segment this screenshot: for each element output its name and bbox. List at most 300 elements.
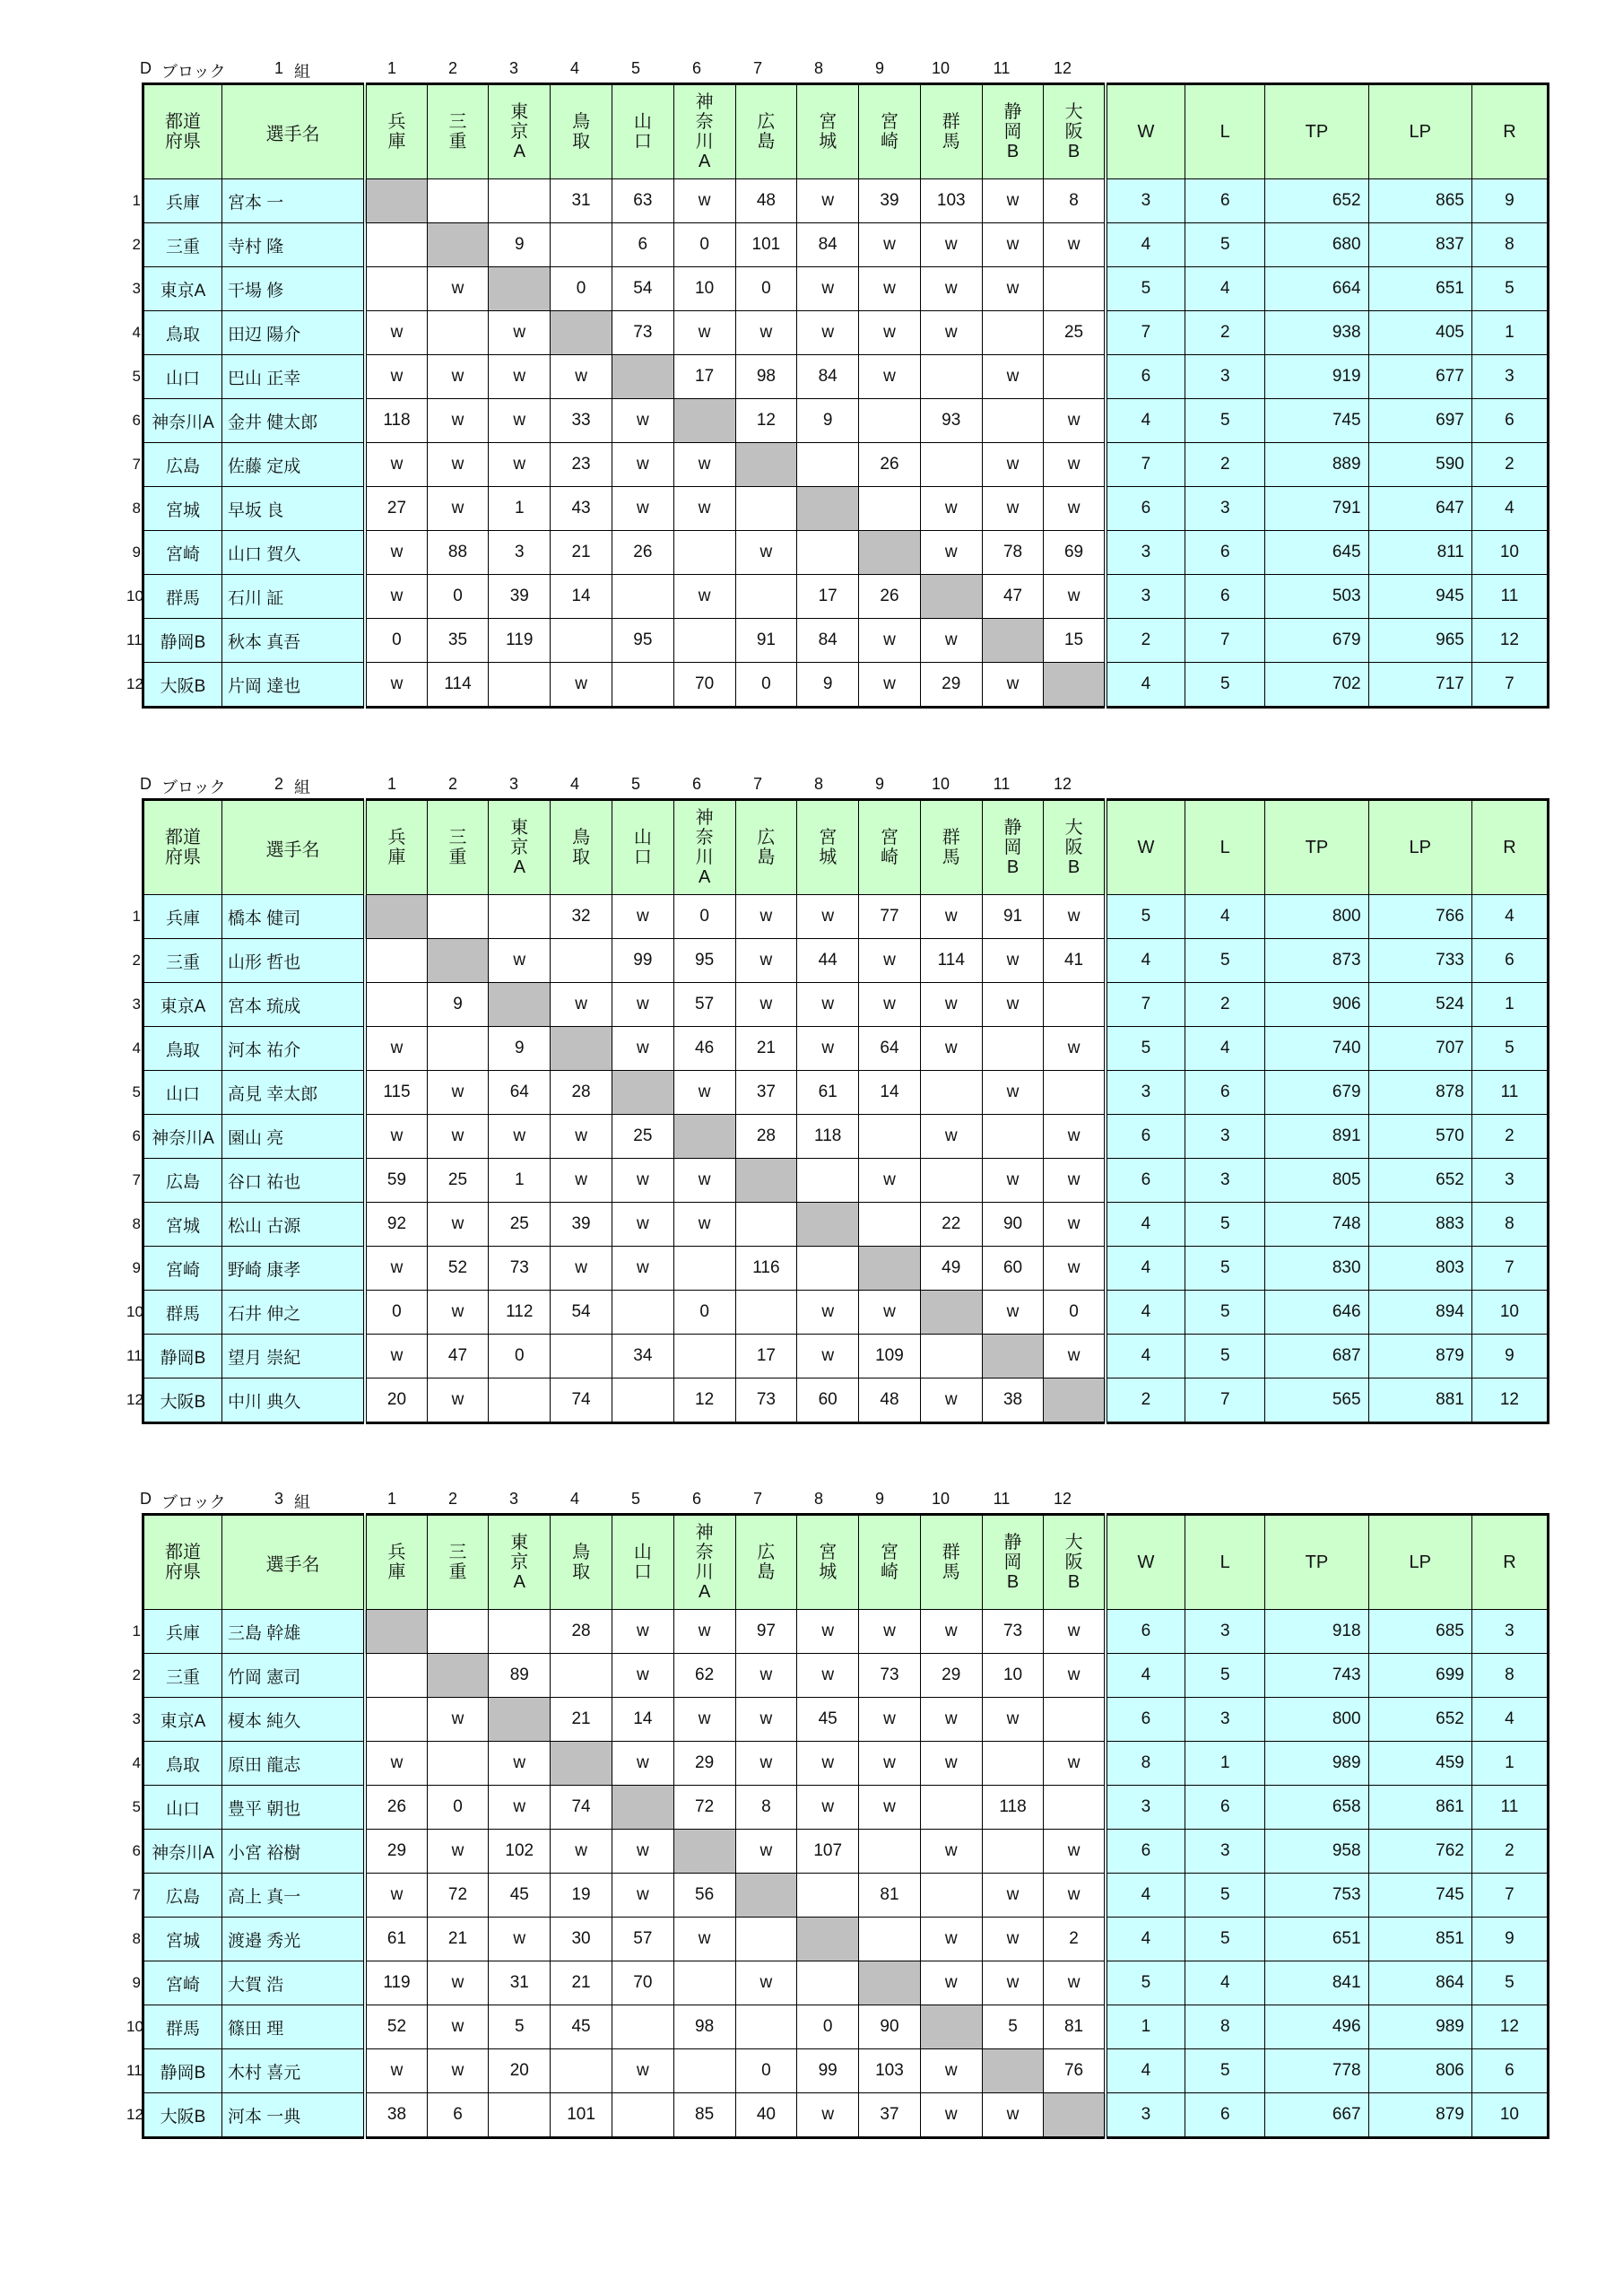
player-row — [143, 1291, 1549, 1335]
result-l: 5 — [1185, 939, 1265, 983]
result-lp: 685 — [1368, 1610, 1471, 1654]
header-tp: TP — [1265, 84, 1368, 179]
header-team-text: 宮崎 — [880, 827, 898, 867]
match-cell: 14 — [859, 1071, 921, 1115]
result-r: 5 — [1471, 267, 1548, 311]
header-team-text: 大阪B — [1064, 101, 1083, 161]
block-label: ブロック — [161, 63, 226, 81]
match-cell: w — [920, 487, 982, 531]
group-label: 組 — [294, 1493, 310, 1511]
result-l: 6 — [1185, 1071, 1265, 1115]
player-name: 河本 一典 — [222, 2093, 366, 2138]
result-lp: 651 — [1368, 267, 1471, 311]
match-cell: w — [551, 1830, 612, 1874]
match-cell: w — [365, 2049, 427, 2093]
result-tp: 800 — [1265, 895, 1368, 939]
diagonal-cell — [920, 2005, 982, 2049]
result-w: 3 — [1106, 531, 1185, 575]
match-cell — [859, 1203, 921, 1247]
match-cell: 0 — [365, 1291, 427, 1335]
match-cell — [797, 531, 859, 575]
match-cell: w — [427, 355, 489, 399]
match-cell: 26 — [365, 1786, 427, 1830]
result-tp: 873 — [1265, 939, 1368, 983]
result-w: 3 — [1106, 1071, 1185, 1115]
match-cell: w — [982, 1698, 1044, 1742]
diagonal-cell — [551, 311, 612, 355]
result-tp: 565 — [1265, 1378, 1368, 1423]
block-letter: D — [140, 59, 152, 77]
result-tp: 889 — [1265, 443, 1368, 487]
player-row — [143, 1159, 1549, 1203]
result-tp: 841 — [1265, 1961, 1368, 2005]
match-cell: w — [920, 267, 982, 311]
column-number: 1 — [386, 59, 396, 77]
header-team — [859, 84, 921, 179]
result-lp: 879 — [1368, 2093, 1471, 2138]
match-cell — [859, 399, 921, 443]
result-l: 4 — [1185, 895, 1265, 939]
pref-text: 宮城 — [165, 500, 200, 520]
match-cell — [365, 983, 427, 1027]
match-cell: w — [735, 895, 797, 939]
block-caption — [142, 56, 1554, 83]
result-l: 3 — [1185, 487, 1265, 531]
match-cell — [551, 2049, 612, 2093]
match-cell: 9 — [489, 223, 551, 267]
header-team-text: 群馬 — [942, 827, 960, 867]
player-name: 秋本 真吾 — [222, 619, 366, 663]
result-w: 6 — [1106, 487, 1185, 531]
group-label: 組 — [294, 778, 310, 796]
row-number: 1 — [132, 908, 141, 925]
player-row — [143, 1378, 1549, 1423]
row-number: 8 — [132, 500, 141, 517]
match-cell: w — [1044, 1610, 1106, 1654]
result-r: 9 — [1471, 1918, 1548, 1961]
match-cell: 98 — [735, 355, 797, 399]
result-r: 1 — [1471, 983, 1548, 1027]
row-number: 6 — [132, 1127, 141, 1144]
diagonal-cell — [489, 1698, 551, 1742]
result-block — [126, 56, 1554, 709]
row-number: 8 — [132, 1215, 141, 1232]
diagonal-cell — [797, 1203, 859, 1247]
result-tp: 680 — [1265, 223, 1368, 267]
match-cell: 17 — [735, 1335, 797, 1378]
pref-text: 東京A — [160, 281, 206, 300]
match-cell: 103 — [859, 2049, 921, 2093]
result-r: 7 — [1471, 663, 1548, 708]
pref-cell — [132, 311, 222, 355]
result-w: 7 — [1106, 443, 1185, 487]
match-cell: w — [859, 355, 921, 399]
match-cell: 29 — [365, 1830, 427, 1874]
header-row — [143, 1515, 1549, 1610]
column-number: 3 — [508, 1490, 518, 1508]
header-team — [489, 84, 551, 179]
header-row — [143, 800, 1549, 895]
match-cell: 40 — [735, 2093, 797, 2138]
match-cell: w — [859, 311, 921, 355]
header-name: 選手名 — [222, 84, 366, 179]
result-tp: 989 — [1265, 1742, 1368, 1786]
row-number: 11 — [126, 1347, 143, 1364]
match-cell — [673, 1247, 735, 1291]
player-name: 片岡 達也 — [222, 663, 366, 708]
match-cell: w — [797, 179, 859, 223]
match-cell — [1044, 1698, 1106, 1742]
column-number: 5 — [630, 59, 640, 77]
row-number: 7 — [132, 1886, 141, 1903]
match-cell: 17 — [673, 355, 735, 399]
match-cell: 0 — [673, 1291, 735, 1335]
diagonal-cell — [427, 1654, 489, 1698]
match-cell: 22 — [920, 1203, 982, 1247]
block-caption — [142, 1486, 1554, 1513]
diagonal-cell — [859, 1961, 921, 2005]
match-cell: w — [797, 1654, 859, 1698]
result-lp: 697 — [1368, 399, 1471, 443]
match-cell: 101 — [735, 223, 797, 267]
column-number: 2 — [447, 59, 457, 77]
match-cell: 17 — [797, 575, 859, 619]
match-cell: w — [982, 983, 1044, 1027]
match-cell: w — [365, 575, 427, 619]
header-team — [797, 800, 859, 895]
match-cell — [797, 1874, 859, 1918]
match-cell — [920, 355, 982, 399]
player-row — [143, 1027, 1549, 1071]
result-tp: 687 — [1265, 1335, 1368, 1378]
match-cell: 72 — [427, 1874, 489, 1918]
column-number: 6 — [691, 1490, 701, 1508]
match-cell: 21 — [427, 1918, 489, 1961]
header-team — [797, 84, 859, 179]
match-cell: 119 — [365, 1961, 427, 2005]
match-cell: w — [673, 1159, 735, 1203]
match-cell — [489, 663, 551, 708]
header-w: W — [1106, 84, 1185, 179]
header-team-text: 三重 — [448, 111, 467, 152]
player-row — [143, 355, 1549, 399]
match-cell: w — [859, 1742, 921, 1786]
result-tp: 918 — [1265, 1610, 1368, 1654]
match-cell: 0 — [797, 2005, 859, 2049]
header-team — [427, 800, 489, 895]
result-r: 12 — [1471, 619, 1548, 663]
pref-cell — [126, 619, 222, 663]
pref-text: 山口 — [165, 369, 200, 388]
match-cell: 73 — [612, 311, 673, 355]
header-team — [735, 84, 797, 179]
column-number: 11 — [993, 1490, 1011, 1508]
match-cell: w — [489, 355, 551, 399]
result-l: 5 — [1185, 223, 1265, 267]
header-r: R — [1471, 84, 1548, 179]
pref-cell — [132, 1071, 222, 1115]
result-w: 5 — [1106, 1961, 1185, 2005]
header-team — [489, 1515, 551, 1610]
header-team-text: 東京A — [510, 1532, 529, 1592]
player-name: 寺村 隆 — [222, 223, 366, 267]
row-number: 12 — [126, 2106, 143, 2123]
match-cell: 46 — [673, 1027, 735, 1071]
player-row — [143, 1918, 1549, 1961]
result-l: 8 — [1185, 2005, 1265, 2049]
match-cell: 48 — [735, 179, 797, 223]
pref-text: 兵庫 — [165, 193, 200, 213]
header-team — [920, 1515, 982, 1610]
match-cell: 25 — [1044, 311, 1106, 355]
result-tp: 830 — [1265, 1247, 1368, 1291]
match-cell: 19 — [551, 1874, 612, 1918]
match-cell: w — [427, 1698, 489, 1742]
match-cell — [551, 939, 612, 983]
diagonal-cell — [920, 1291, 982, 1335]
header-row — [143, 84, 1549, 179]
result-lp: 803 — [1368, 1247, 1471, 1291]
pref-cell — [132, 399, 222, 443]
match-cell: 8 — [735, 1786, 797, 1830]
match-cell: 9 — [489, 1027, 551, 1071]
column-number: 5 — [630, 1490, 640, 1508]
match-cell: 99 — [612, 939, 673, 983]
player-name: 三島 幹雄 — [222, 1610, 366, 1654]
column-number: 10 — [931, 775, 950, 793]
result-r: 12 — [1471, 2005, 1548, 2049]
match-cell: w — [673, 1918, 735, 1961]
result-tp: 753 — [1265, 1874, 1368, 1918]
match-cell — [797, 443, 859, 487]
match-cell: 44 — [797, 939, 859, 983]
pref-text: 大阪B — [160, 1392, 206, 1412]
header-lp: LP — [1368, 84, 1471, 179]
match-cell — [427, 179, 489, 223]
player-name: 宮本 琉成 — [222, 983, 366, 1027]
result-lp: 745 — [1368, 1874, 1471, 1918]
result-tp: 906 — [1265, 983, 1368, 1027]
match-cell: w — [612, 1830, 673, 1874]
row-number: 5 — [132, 1798, 141, 1815]
result-r: 3 — [1471, 1610, 1548, 1654]
match-cell: w — [427, 1115, 489, 1159]
row-number: 11 — [126, 2062, 143, 2079]
match-cell: w — [551, 355, 612, 399]
result-tp: 791 — [1265, 487, 1368, 531]
match-cell: 103 — [920, 179, 982, 223]
match-cell: 33 — [551, 399, 612, 443]
result-lp: 811 — [1368, 531, 1471, 575]
pref-cell — [126, 663, 222, 708]
player-name: 渡邉 秀光 — [222, 1918, 366, 1961]
match-cell: w — [920, 1027, 982, 1071]
result-tp: 646 — [1265, 1291, 1368, 1335]
diagonal-cell — [673, 399, 735, 443]
match-cell: w — [489, 399, 551, 443]
result-tp: 652 — [1265, 179, 1368, 223]
header-team — [673, 1515, 735, 1610]
pref-cell — [132, 531, 222, 575]
result-lp: 524 — [1368, 983, 1471, 1027]
match-cell: 5 — [982, 2005, 1044, 2049]
block-label: ブロック — [161, 1493, 226, 1511]
player-row — [143, 443, 1549, 487]
pref-cell — [132, 1654, 222, 1698]
header-team-text: 山口 — [633, 1542, 652, 1582]
match-cell: 91 — [982, 895, 1044, 939]
result-l: 5 — [1185, 1291, 1265, 1335]
match-cell — [673, 1961, 735, 2005]
player-row — [143, 1203, 1549, 1247]
match-cell: 34 — [612, 1335, 673, 1378]
match-cell: w — [735, 1830, 797, 1874]
result-lp: 881 — [1368, 1378, 1471, 1423]
match-cell: w — [612, 1159, 673, 1203]
pref-cell — [126, 2005, 222, 2049]
match-cell: w — [859, 663, 921, 708]
match-cell: w — [1044, 1961, 1106, 2005]
header-team-text: 鳥取 — [572, 827, 591, 867]
match-cell: w — [427, 1291, 489, 1335]
player-name: 巴山 正幸 — [222, 355, 366, 399]
match-cell: 21 — [551, 531, 612, 575]
match-cell — [920, 1335, 982, 1378]
match-cell: 47 — [427, 1335, 489, 1378]
player-row — [143, 575, 1549, 619]
result-r: 3 — [1471, 1159, 1548, 1203]
header-team — [797, 1515, 859, 1610]
match-cell: 26 — [612, 531, 673, 575]
match-cell: 97 — [735, 1610, 797, 1654]
result-w: 5 — [1106, 267, 1185, 311]
match-cell: 12 — [735, 399, 797, 443]
match-cell — [365, 939, 427, 983]
match-cell — [735, 2005, 797, 2049]
pref-text: 三重 — [165, 237, 200, 257]
match-cell: w — [673, 1698, 735, 1742]
header-pref-text: 都道府県 — [165, 1542, 201, 1582]
header-team-text: 宮城 — [819, 1542, 838, 1582]
match-cell: 26 — [859, 443, 921, 487]
header-pref — [143, 1515, 222, 1610]
match-cell: 29 — [673, 1742, 735, 1786]
match-cell: w — [427, 443, 489, 487]
diagonal-cell — [1044, 663, 1106, 708]
match-cell: w — [365, 1335, 427, 1378]
diagonal-cell — [489, 267, 551, 311]
header-team-text: 鳥取 — [572, 1542, 591, 1582]
match-cell: 56 — [673, 1874, 735, 1918]
diagonal-cell — [673, 1830, 735, 1874]
match-cell: w — [797, 895, 859, 939]
match-cell: w — [489, 1786, 551, 1830]
match-cell: 64 — [489, 1071, 551, 1115]
result-lp: 570 — [1368, 1115, 1471, 1159]
match-cell: w — [735, 1961, 797, 2005]
match-cell — [920, 1874, 982, 1918]
result-w: 4 — [1106, 223, 1185, 267]
result-block — [126, 771, 1554, 1424]
result-l: 5 — [1185, 1874, 1265, 1918]
header-team — [489, 800, 551, 895]
match-cell — [982, 311, 1044, 355]
match-cell: 14 — [551, 575, 612, 619]
match-cell: w — [551, 1247, 612, 1291]
match-cell: w — [797, 1291, 859, 1335]
group-number: 1 — [274, 59, 284, 77]
match-cell: 21 — [551, 1698, 612, 1742]
result-lp: 652 — [1368, 1159, 1471, 1203]
result-r: 2 — [1471, 1830, 1548, 1874]
match-cell: 1 — [489, 1159, 551, 1203]
player-row — [143, 399, 1549, 443]
pref-text: 広島 — [165, 457, 200, 476]
result-l: 5 — [1185, 1335, 1265, 1378]
match-cell — [982, 1027, 1044, 1071]
match-cell: w — [612, 2049, 673, 2093]
pref-text: 鳥取 — [165, 1755, 200, 1775]
match-cell: w — [859, 1610, 921, 1654]
match-cell: w — [982, 2093, 1044, 2138]
match-cell: w — [920, 1698, 982, 1742]
match-cell: 112 — [489, 1291, 551, 1335]
group-label: 組 — [294, 63, 310, 81]
match-cell: 12 — [673, 1378, 735, 1423]
column-number: 6 — [691, 59, 701, 77]
header-name: 選手名 — [222, 800, 366, 895]
match-cell: w — [612, 1742, 673, 1786]
column-number: 10 — [931, 1490, 950, 1508]
match-cell — [551, 1654, 612, 1698]
header-name: 選手名 — [222, 1515, 366, 1610]
player-name: 高上 真一 — [222, 1874, 366, 1918]
pref-text: 兵庫 — [165, 1623, 200, 1643]
match-cell: 8 — [1044, 179, 1106, 223]
result-tp: 958 — [1265, 1830, 1368, 1874]
row-number: 6 — [132, 1842, 141, 1859]
match-cell: 20 — [489, 2049, 551, 2093]
match-cell: w — [612, 1874, 673, 1918]
result-table — [126, 1513, 1549, 2139]
header-team-text: 神奈川A — [695, 807, 714, 887]
match-cell: w — [797, 1786, 859, 1830]
header-team-text: 三重 — [448, 1542, 467, 1582]
header-team — [365, 1515, 427, 1610]
header-r: R — [1471, 1515, 1548, 1610]
match-cell: w — [920, 2093, 982, 2138]
match-cell: 70 — [673, 663, 735, 708]
match-cell: 31 — [551, 179, 612, 223]
match-cell: 118 — [797, 1115, 859, 1159]
player-name: 河本 祐介 — [222, 1027, 366, 1071]
pref-cell — [132, 1159, 222, 1203]
block-letter: D — [140, 1490, 152, 1508]
result-r: 7 — [1471, 1247, 1548, 1291]
result-lp: 590 — [1368, 443, 1471, 487]
match-cell: 47 — [982, 575, 1044, 619]
match-cell: w — [427, 2005, 489, 2049]
result-r: 8 — [1471, 1203, 1548, 1247]
match-cell: 25 — [612, 1115, 673, 1159]
match-cell: w — [797, 1027, 859, 1071]
result-l: 6 — [1185, 179, 1265, 223]
result-l: 5 — [1185, 2049, 1265, 2093]
result-block — [126, 1486, 1554, 2139]
pref-cell — [132, 443, 222, 487]
row-number: 5 — [132, 368, 141, 385]
pref-cell — [132, 487, 222, 531]
